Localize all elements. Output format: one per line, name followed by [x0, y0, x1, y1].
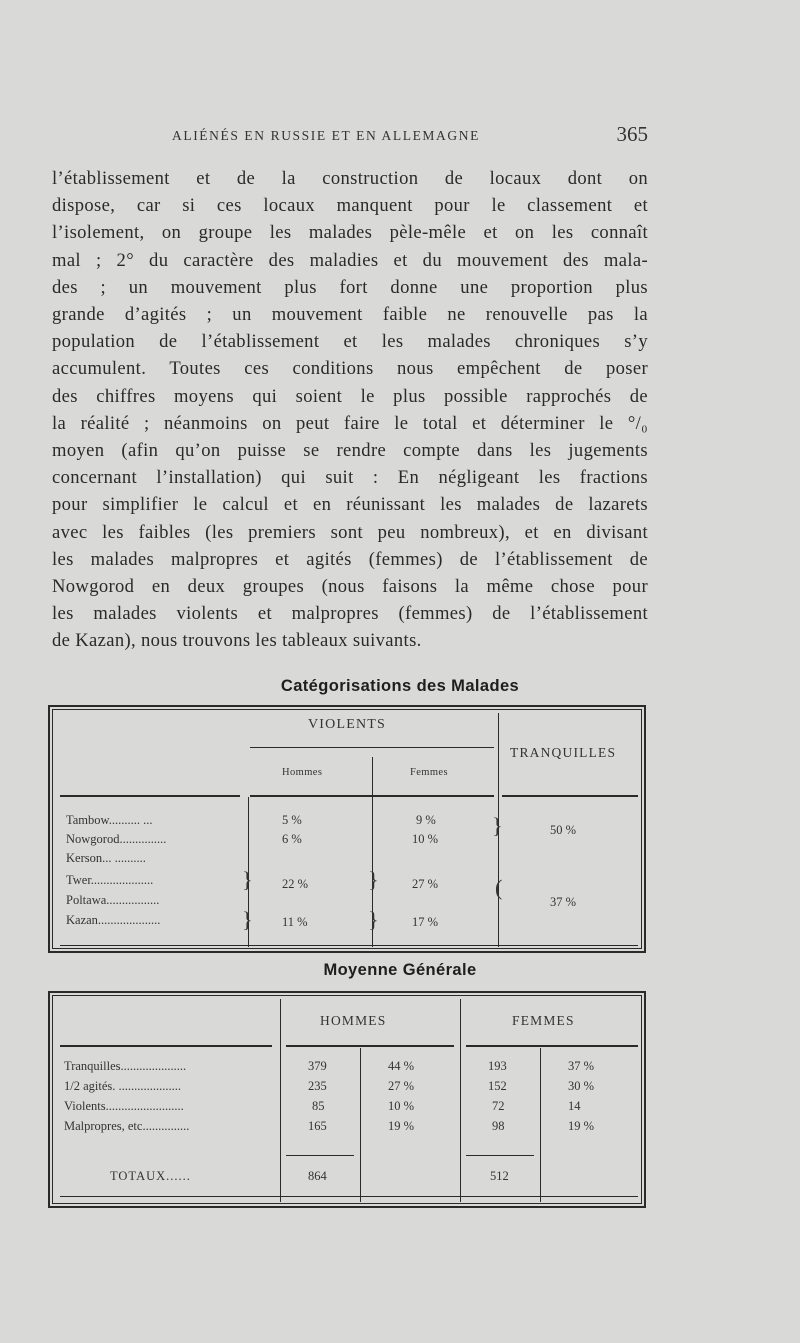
header-rule — [286, 1045, 454, 1047]
text-line: des ; un mouvement plus fort donne une proportion plus — [52, 276, 648, 298]
table1-caption: Catégorisations des Malades — [280, 677, 520, 695]
cell-value: 165 — [308, 1119, 327, 1133]
row-label: Malpropres, etc............... — [64, 1119, 190, 1133]
brace-glyph: } — [368, 907, 379, 932]
cell-value: 50 % — [550, 823, 577, 837]
cell-value: 19 % — [388, 1119, 415, 1133]
cell-value: 85 — [312, 1099, 325, 1113]
column-rule — [540, 1048, 541, 1202]
running-head: ALIÉNÉS EN RUSSIE ET EN ALLEMAGNE — [172, 128, 480, 143]
cell-value: 17 % — [412, 915, 439, 929]
cell-value: 72 — [492, 1099, 505, 1113]
brace-glyph: } — [368, 867, 379, 892]
cell-value: 30 % — [568, 1079, 595, 1093]
row-label: Violents......................... — [64, 1099, 184, 1113]
header-rule — [502, 795, 638, 797]
header-femmes: FEMMES — [512, 1013, 575, 1028]
header-rule — [466, 1045, 638, 1047]
text-line: mal ; 2° du caractère des maladies et du mouvement des mala- — [52, 249, 648, 271]
cell-value: 6 % — [282, 832, 302, 846]
cell-value: 235 — [308, 1079, 327, 1093]
page-number: 365 — [616, 122, 648, 146]
header-hommes: Hommes — [282, 767, 323, 778]
cell-value: 9 % — [416, 813, 436, 827]
cell-value: 27 % — [388, 1079, 415, 1093]
header-femmes: Femmes — [410, 767, 448, 778]
text-line: avec les faibles (les premiers sont peu nombreux), et en divisant — [52, 521, 648, 543]
bottom-rule — [60, 945, 638, 946]
cell-value: 22 % — [282, 877, 309, 891]
brace-glyph: } — [242, 907, 253, 932]
totaux-femmes: 512 — [490, 1169, 509, 1183]
row-label: Tambow.......... ... — [66, 813, 153, 827]
column-rule — [460, 999, 461, 1202]
cell-value: 379 — [308, 1059, 327, 1073]
brace-glyph: } — [242, 867, 253, 892]
text-line: accumulent. Toutes ces conditions nous empêchent de poser — [52, 358, 648, 380]
table2-caption: Moyenne Générale — [323, 961, 477, 979]
header-violents: VIOLENTS — [308, 717, 387, 732]
column-rule — [360, 1048, 361, 1202]
row-label: Tranquilles..................... — [64, 1059, 187, 1073]
text-line: population de l’établissement et les malades chroniques s’y — [52, 331, 648, 353]
totaux-hommes: 864 — [308, 1169, 327, 1183]
text-line: la réalité ; néanmoins on peut faire le total et déterminer le °/₀ — [52, 412, 648, 434]
header-tranquilles: TRANQUILLES — [510, 745, 617, 760]
cell-value: 193 — [488, 1059, 507, 1073]
page-header — [52, 122, 648, 152]
text-line: pour simplifier le calcul et en réunissant les malades de lazarets — [52, 494, 648, 516]
violents-rule — [250, 747, 494, 748]
header-rule — [250, 795, 494, 797]
brace-glyph: } — [492, 813, 503, 838]
cell-value: 14 — [568, 1099, 581, 1113]
header-hommes: HOMMES — [320, 1013, 387, 1028]
cell-value: 44 % — [388, 1059, 415, 1073]
text-line: l’isolement, on groupe les malades pèle-mêle et on les connaît — [52, 222, 648, 244]
body-paragraph — [52, 165, 648, 655]
cell-value: 10 % — [412, 832, 439, 846]
cell-value: 27 % — [412, 877, 439, 891]
text-line: Nowgorod en deux groupes (nous faisons la même chose pour — [52, 576, 648, 598]
cell-value: 19 % — [568, 1119, 595, 1133]
cell-value: 37 % — [568, 1059, 595, 1073]
row-label: Nowgorod............... — [66, 832, 167, 846]
cell-value: 10 % — [388, 1099, 415, 1113]
header-rule — [60, 795, 240, 797]
categorisations-table — [48, 705, 646, 953]
text-line: de Kazan), nous trouvons les tableaux suivants. — [52, 630, 422, 652]
total-rule — [286, 1155, 354, 1156]
row-label: 1/2 agités. .................... — [64, 1079, 182, 1093]
text-line: dispose, car si ces locaux manquent pour le classement et — [52, 195, 648, 217]
text-line: les malades malpropres et agités (femmes) de l’établissement de — [52, 548, 648, 570]
column-rule — [280, 999, 281, 1202]
total-rule — [466, 1155, 534, 1156]
row-label: Poltawa................. — [66, 893, 160, 907]
brace-glyph: ( — [495, 875, 503, 900]
cell-value: 5 % — [282, 813, 302, 827]
text-line: grande d’agités ; un mouvement faible ne renouvelle pas la — [52, 304, 648, 326]
moyenne-table — [48, 991, 646, 1208]
totaux-label: TOTAUX...... — [110, 1169, 191, 1183]
cell-value: 152 — [488, 1079, 507, 1093]
text-line: des chiffres moyens qui soient le plus possible rapprochés de — [52, 385, 648, 407]
cell-value: 37 % — [550, 895, 577, 909]
text-line: les malades violents et malpropres (femmes) de l’établissement — [52, 603, 648, 625]
bottom-rule — [60, 1196, 638, 1197]
text-line: moyen (afin qu’on puisse se rendre compte dans les jugements — [52, 440, 648, 462]
cell-value: 98 — [492, 1119, 505, 1133]
cell-value: 11 % — [282, 915, 308, 929]
row-label: Twer.................... — [66, 873, 154, 887]
text-line: l’établissement et de la construction de locaux dont on — [52, 168, 648, 189]
row-label: Kerson... .......... — [66, 851, 146, 865]
row-label: Kazan.................... — [66, 913, 161, 927]
text-line: concernant l’installation) qui suit : En négligeant les fractions — [52, 467, 648, 489]
header-rule — [60, 1045, 272, 1047]
